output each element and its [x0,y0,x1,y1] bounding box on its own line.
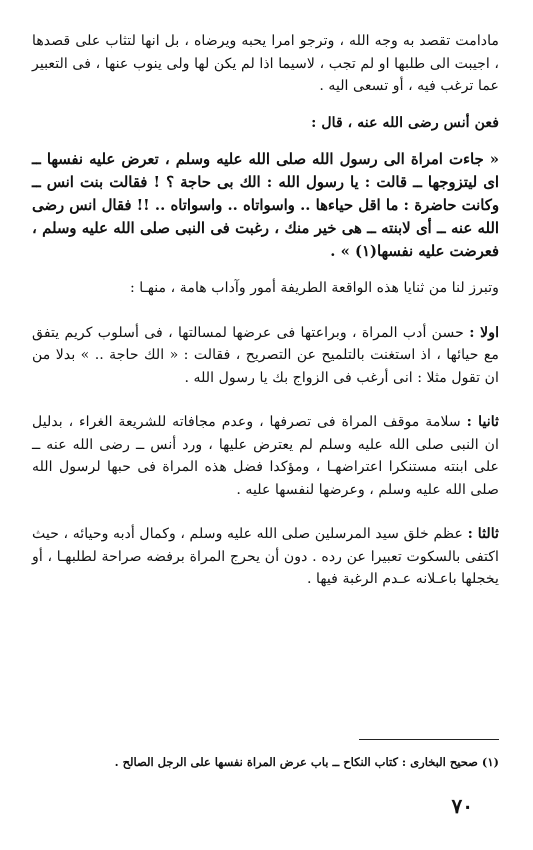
second-lesson-text: سلامة موقف المراة فى تصرفها ، وعدم مجافاته للشريعة الغراء ، بدليل ان النبى صلى الله عليه وسلم لم يعترض عليها ، ورد أنس ــ رضى الله عنه ــ على ابنته مستنكرا اعتراضهـا ، ومؤكدا فضل هذه المراة فى حبها لرسول الله صلى الله عليه وسلم ، وعرضها لنفسها عليه . [32,414,499,498]
paragraph-third-lesson [32,523,499,591]
third-lesson-text: عظم خلق سيد المرسلين صلى الله عليه وسلم ، وكمال أدبه وحيائه ، حيث اكتفى بالسكوت تعبيرا عن رده . دون أن يحرج المراة برفضه صراحة لطلبهـا ، أو يخجلها باعـلانه عـدم الرغبة فيها . [32,526,499,587]
paragraph-first-lesson [32,322,499,390]
paragraph-intro: مادامت تقصد به وجه الله ، وترجو امرا يحبه ويرضاه ، بل انها لتثاب على قصدها ، اجيبت الى طلبها او لم تجب ، لاسيما اذا لم يكن لها ولى ينوب عنها ، فى التعبير عما ترغب فيه ، أو تسعى اليه . [32,33,499,94]
paragraph-lessons-intro: وتبرز لنا من ثنايا هذه الواقعة الطريفة أمور وآداب هامة ، منهـا : [129,280,499,296]
paragraph-hadith-quote: « جاءت امراة الى رسول الله صلى الله عليه وسلم ، تعرض عليه نفسها ــ اى ليتزوجها ــ قالت : يا رسول الله : الك بى حاجة ؟ ! فقالت بنت انس ــ وكانت حاضرة : ما اقل حياءها .. واسواتاه .. واسواتاه .. !! فقال انس رضى الله عنه ــ أى لابنته ــ هى خير منك ، رغبت فى النبى صلى الله عليه وسلم ، فعرضت عليه نفسها(١) » . [32,151,499,260]
second-lesson-heading: ثانيا : [466,414,499,430]
page-body [32,30,499,591]
first-lesson-heading: اولا : [469,324,500,341]
third-lesson-heading: ثالثا : [467,526,500,542]
footnote-divider [359,739,499,740]
page-number: ٧٠ [451,794,473,818]
paragraph-second-lesson [32,411,499,501]
first-lesson-text: حسن أدب المراة ، وبراعتها فى عرضها لمسالتها ، فى أسلوب كريم يتفق مع حيائها ، اذ استغنت بالتلميح عن التصريح ، فقالت : « الك حاجة .. » بدلا من ان تقول مثلا : انى أرغب فى الزواج بك يا رسول الله . [32,324,499,386]
footnote: (١) صحيح البخارى : كتاب النكاح ــ باب عرض المراة نفسها على الرجل الصالح . [114,755,499,769]
paragraph-narrator: فعن أنس رضى الله عنه ، قال : [311,114,499,131]
